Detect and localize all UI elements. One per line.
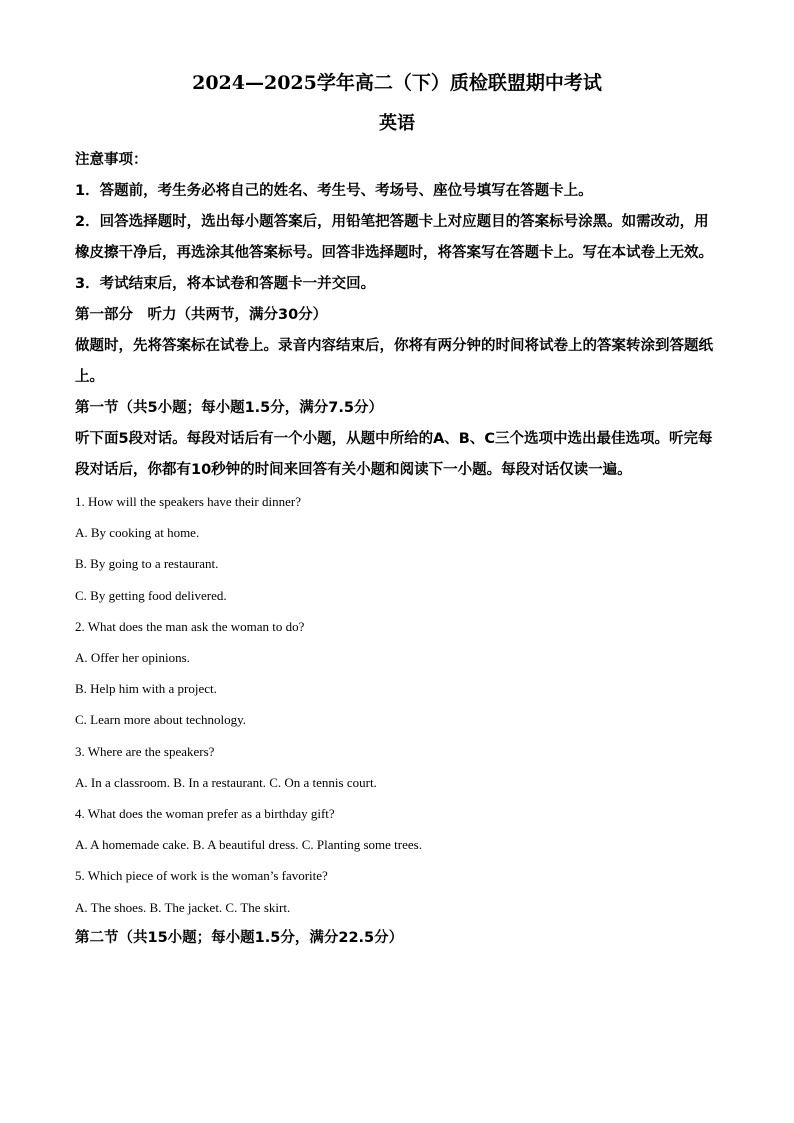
question-1-option-b: B. By going to a restaurant. [75,556,219,572]
part1-heading: 第一部分 听力（共两节，满分30分） [75,307,328,323]
question-5-stem: 5. Which piece of work is the woman’s favorite? [75,868,328,884]
question-2-stem: 2. What does the man ask the woman to do? [75,618,305,634]
question-2-option-b: B. Help him with a project. [75,681,217,697]
question-1-option-c: C. By getting food delivered. [75,587,227,603]
question-4-options: A. A homemade cake. B. A beautiful dress. C. Planting some trees. [75,837,422,853]
exam-title: 2024—2025学年高二（下）质检联盟期中考试 [192,72,602,94]
question-3-options: A. In a classroom. B. In a restaurant. C. On a tennis court. [75,774,377,790]
question-3-stem: 3. Where are the speakers? [75,743,215,759]
question-1-option-a: A. By cooking at home. [75,525,200,541]
question-2-option-c: C. Learn more about technology. [75,712,246,728]
question-2-option-a: A. Offer her opinions. [75,650,190,666]
notice-heading: 注意事项： [75,152,148,168]
section1-instructions: 听下面5段对话。每段对话后有一个小题，从题中所给的A、B、C三个选项中选出最佳选项。听完每段对话后，你都有10秒钟的时间来回答有关小题和阅读下一小题。每段对话仅读一遍。 [75,431,713,478]
notice-item-2: 2．回答选择题时，选出每小题答案后，用铅笔把答题卡上对应题目的答案标号涂黑。如需改动，用橡皮擦干净后，再选涂其他答案标号。回答非选择题时，将答案写在答题卡上。写在本试卷上无效。 [75,214,713,261]
section1-heading: 第一节（共5小题；每小题1.5分，满分7.5分） [75,400,383,416]
question-1-stem: 1. How will the speakers have their dinner? [75,494,301,509]
section2-heading: 第二节（共15小题；每小题1.5分，满分22.5分） [75,929,404,946]
part1-instructions: 做题时，先将答案标在试卷上。录音内容结束后，你将有两分钟的时间将试卷上的答案转涂到答题纸上。 [75,338,713,385]
notice-item-3: 3．考试结束后，将本试卷和答题卡一并交回。 [75,276,376,292]
exam-subject: 英语 [379,113,415,134]
notice-item-1: 1．答题前，考生务必将自己的姓名、考生号、考场号、座位号填写在答题卡上。 [75,183,593,199]
question-4-stem: 4. What does the woman prefer as a birthday gift? [75,806,335,822]
question-5-options: A. The shoes. B. The jacket. C. The skirt. [75,899,291,915]
